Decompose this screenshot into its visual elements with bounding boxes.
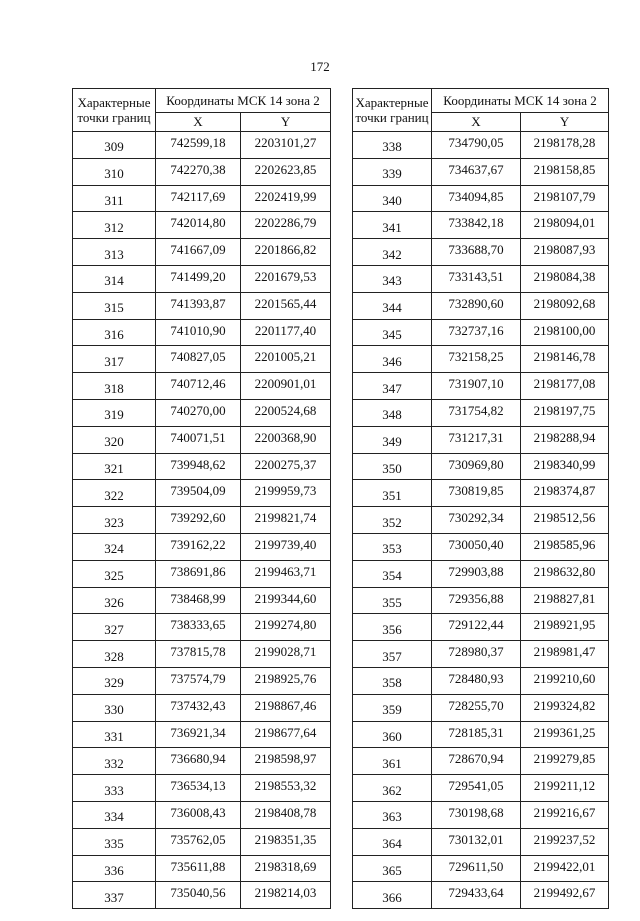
y-cell: 2198374,87 (521, 480, 609, 507)
x-cell: 731754,82 (432, 399, 521, 426)
table-row (353, 453, 609, 480)
point-cell: 334 (73, 801, 156, 828)
point-cell: 353 (353, 533, 432, 560)
y-cell: 2199216,67 (521, 801, 609, 828)
point-cell: 317 (73, 346, 156, 373)
table-row (353, 748, 609, 775)
table-row (353, 721, 609, 748)
x-cell: 736680,94 (156, 748, 241, 775)
point-cell: 326 (73, 587, 156, 614)
x-cell: 729433,64 (432, 882, 521, 909)
y-cell: 2201177,40 (241, 319, 331, 346)
table-row (73, 801, 331, 828)
table-row (73, 239, 331, 266)
x-cell: 740071,51 (156, 426, 241, 453)
header-coords: Координаты МСК 14 зона 2 (156, 89, 331, 113)
point-cell: 350 (353, 453, 432, 480)
point-cell: 323 (73, 507, 156, 534)
x-cell: 736534,13 (156, 775, 241, 802)
table-row (353, 239, 609, 266)
x-cell: 731907,10 (432, 373, 521, 400)
x-cell: 729356,88 (432, 587, 521, 614)
y-cell: 2198598,97 (241, 748, 331, 775)
table-row (353, 667, 609, 694)
x-cell: 736921,34 (156, 721, 241, 748)
x-cell: 732737,16 (432, 319, 521, 346)
table-row (353, 855, 609, 882)
x-cell: 742014,80 (156, 212, 241, 239)
x-cell: 739504,09 (156, 480, 241, 507)
table-row (353, 185, 609, 212)
y-cell: 2198087,93 (521, 239, 609, 266)
y-cell: 2198094,01 (521, 212, 609, 239)
table-row (353, 507, 609, 534)
point-cell: 337 (73, 882, 156, 909)
header-x: X (432, 113, 521, 132)
point-cell: 365 (353, 855, 432, 882)
y-cell: 2198921,95 (521, 614, 609, 641)
x-cell: 734094,85 (432, 185, 521, 212)
table-row (73, 319, 331, 346)
header-y: Y (241, 113, 331, 132)
point-cell: 319 (73, 399, 156, 426)
table-row (353, 212, 609, 239)
point-cell: 325 (73, 560, 156, 587)
y-cell: 2198107,79 (521, 185, 609, 212)
coordinates-table-right (352, 88, 609, 909)
point-cell: 349 (353, 426, 432, 453)
table-row (73, 373, 331, 400)
y-cell: 2202623,85 (241, 158, 331, 185)
point-cell: 336 (73, 855, 156, 882)
header-points (73, 89, 156, 132)
point-cell: 316 (73, 319, 156, 346)
y-cell: 2198981,47 (521, 641, 609, 668)
y-cell: 2199344,60 (241, 587, 331, 614)
point-cell: 311 (73, 185, 156, 212)
x-cell: 730050,40 (432, 533, 521, 560)
point-cell: 348 (353, 399, 432, 426)
y-cell: 2198214,03 (241, 882, 331, 909)
table-row (353, 641, 609, 668)
x-cell: 733842,18 (432, 212, 521, 239)
x-cell: 729611,50 (432, 855, 521, 882)
y-cell: 2200368,90 (241, 426, 331, 453)
table-row (73, 185, 331, 212)
table-row (73, 721, 331, 748)
table-row (353, 426, 609, 453)
y-cell: 2198092,68 (521, 292, 609, 319)
point-cell: 335 (73, 828, 156, 855)
y-cell: 2199324,82 (521, 694, 609, 721)
x-cell: 732890,60 (432, 292, 521, 319)
table-row (73, 775, 331, 802)
y-cell: 2201679,53 (241, 265, 331, 292)
y-cell: 2198197,75 (521, 399, 609, 426)
point-cell: 318 (73, 373, 156, 400)
y-cell: 2199361,25 (521, 721, 609, 748)
y-cell: 2201866,82 (241, 239, 331, 266)
point-cell: 338 (353, 132, 432, 159)
y-cell: 2198867,46 (241, 694, 331, 721)
x-cell: 728185,31 (432, 721, 521, 748)
x-cell: 740270,00 (156, 399, 241, 426)
y-cell: 2202419,99 (241, 185, 331, 212)
y-cell: 2199422,01 (521, 855, 609, 882)
point-cell: 321 (73, 453, 156, 480)
y-cell: 2198553,32 (241, 775, 331, 802)
table-row (353, 775, 609, 802)
table-row (73, 158, 331, 185)
table-row (73, 560, 331, 587)
x-cell: 728980,37 (432, 641, 521, 668)
x-cell: 741667,09 (156, 239, 241, 266)
x-cell: 741499,20 (156, 265, 241, 292)
page-number: 172 (310, 59, 330, 74)
table-row (73, 132, 331, 159)
x-cell: 729122,44 (432, 614, 521, 641)
y-cell: 2198585,96 (521, 533, 609, 560)
point-cell: 312 (73, 212, 156, 239)
x-cell: 736008,43 (156, 801, 241, 828)
x-cell: 738468,99 (156, 587, 241, 614)
table-row (73, 694, 331, 721)
table-row (353, 346, 609, 373)
point-cell: 315 (73, 292, 156, 319)
x-cell: 729903,88 (432, 560, 521, 587)
y-cell: 2198340,99 (521, 453, 609, 480)
point-cell: 313 (73, 239, 156, 266)
table-row (353, 882, 609, 909)
x-cell: 742599,18 (156, 132, 241, 159)
table-row (353, 399, 609, 426)
point-cell: 340 (353, 185, 432, 212)
point-cell: 314 (73, 265, 156, 292)
y-cell: 2199492,67 (521, 882, 609, 909)
y-cell: 2201005,21 (241, 346, 331, 373)
y-cell: 2198100,00 (521, 319, 609, 346)
y-cell: 2200901,01 (241, 373, 331, 400)
table-row (73, 587, 331, 614)
point-cell: 320 (73, 426, 156, 453)
x-cell: 735040,56 (156, 882, 241, 909)
x-cell: 738691,86 (156, 560, 241, 587)
point-cell: 356 (353, 614, 432, 641)
header-points-line2: точки границ (355, 110, 429, 125)
point-cell: 363 (353, 801, 432, 828)
header-points-line2: точки границ (77, 110, 151, 125)
y-cell: 2198351,35 (241, 828, 331, 855)
point-cell: 344 (353, 292, 432, 319)
x-cell: 737574,79 (156, 667, 241, 694)
point-cell: 362 (353, 775, 432, 802)
x-cell: 739948,62 (156, 453, 241, 480)
y-cell: 2199279,85 (521, 748, 609, 775)
point-cell: 358 (353, 667, 432, 694)
coordinates-table-left (72, 88, 331, 909)
y-cell: 2199274,80 (241, 614, 331, 641)
header-points-line1: Характерные (355, 95, 429, 110)
x-cell: 730969,80 (432, 453, 521, 480)
x-cell: 742270,38 (156, 158, 241, 185)
table-row (73, 399, 331, 426)
x-cell: 734637,67 (432, 158, 521, 185)
y-cell: 2198084,38 (521, 265, 609, 292)
point-cell: 345 (353, 319, 432, 346)
point-cell: 359 (353, 694, 432, 721)
point-cell: 339 (353, 158, 432, 185)
point-cell: 366 (353, 882, 432, 909)
y-cell: 2198177,08 (521, 373, 609, 400)
y-cell: 2201565,44 (241, 292, 331, 319)
header-points (353, 89, 432, 132)
point-cell: 329 (73, 667, 156, 694)
point-cell: 346 (353, 346, 432, 373)
x-cell: 741010,90 (156, 319, 241, 346)
y-cell: 2198146,78 (521, 346, 609, 373)
table-row (73, 212, 331, 239)
point-cell: 355 (353, 587, 432, 614)
table-row (73, 748, 331, 775)
x-cell: 730292,34 (432, 507, 521, 534)
x-cell: 728480,93 (432, 667, 521, 694)
y-cell: 2199821,74 (241, 507, 331, 534)
table-row (353, 828, 609, 855)
point-cell: 341 (353, 212, 432, 239)
table-row (73, 882, 331, 909)
x-cell: 730132,01 (432, 828, 521, 855)
y-cell: 2198677,64 (241, 721, 331, 748)
y-cell: 2199028,71 (241, 641, 331, 668)
y-cell: 2199210,60 (521, 667, 609, 694)
table-row (73, 426, 331, 453)
point-cell: 309 (73, 132, 156, 159)
y-cell: 2203101,27 (241, 132, 331, 159)
table-row (353, 319, 609, 346)
point-cell: 331 (73, 721, 156, 748)
table-row (353, 132, 609, 159)
x-cell: 733143,51 (432, 265, 521, 292)
point-cell: 352 (353, 507, 432, 534)
point-cell: 361 (353, 748, 432, 775)
x-cell: 737432,43 (156, 694, 241, 721)
x-cell: 730819,85 (432, 480, 521, 507)
table-row (353, 158, 609, 185)
table-row (353, 265, 609, 292)
header-points-line1: Характерные (77, 95, 151, 110)
y-cell: 2198178,28 (521, 132, 609, 159)
y-cell: 2198288,94 (521, 426, 609, 453)
point-cell: 364 (353, 828, 432, 855)
y-cell: 2199463,71 (241, 560, 331, 587)
table-row (73, 507, 331, 534)
point-cell: 354 (353, 560, 432, 587)
point-cell: 342 (353, 239, 432, 266)
table-row (73, 480, 331, 507)
y-cell: 2198408,78 (241, 801, 331, 828)
y-cell: 2199237,52 (521, 828, 609, 855)
point-cell: 328 (73, 641, 156, 668)
point-cell: 351 (353, 480, 432, 507)
x-cell: 728255,70 (432, 694, 521, 721)
table-row (353, 694, 609, 721)
y-cell: 2200275,37 (241, 453, 331, 480)
y-cell: 2199211,12 (521, 775, 609, 802)
table-row (353, 560, 609, 587)
point-cell: 327 (73, 614, 156, 641)
header-x: X (156, 113, 241, 132)
x-cell: 734790,05 (432, 132, 521, 159)
point-cell: 357 (353, 641, 432, 668)
y-cell: 2199739,40 (241, 533, 331, 560)
point-cell: 324 (73, 533, 156, 560)
x-cell: 741393,87 (156, 292, 241, 319)
table-body-left (73, 132, 331, 909)
x-cell: 739162,22 (156, 533, 241, 560)
y-cell: 2198512,56 (521, 507, 609, 534)
point-cell: 347 (353, 373, 432, 400)
table-row (353, 801, 609, 828)
table-row (353, 533, 609, 560)
point-cell: 330 (73, 694, 156, 721)
x-cell: 731217,31 (432, 426, 521, 453)
table-row (353, 480, 609, 507)
table-row (73, 265, 331, 292)
point-cell: 360 (353, 721, 432, 748)
table-row (73, 828, 331, 855)
x-cell: 730198,68 (432, 801, 521, 828)
table-row (353, 373, 609, 400)
x-cell: 735611,88 (156, 855, 241, 882)
table-row (73, 292, 331, 319)
table-row (73, 667, 331, 694)
header-coords: Координаты МСК 14 зона 2 (432, 89, 609, 113)
point-cell: 310 (73, 158, 156, 185)
x-cell: 728670,94 (432, 748, 521, 775)
table-row (73, 614, 331, 641)
point-cell: 322 (73, 480, 156, 507)
x-cell: 740712,46 (156, 373, 241, 400)
y-cell: 2198318,69 (241, 855, 331, 882)
table-row (73, 533, 331, 560)
point-cell: 333 (73, 775, 156, 802)
y-cell: 2198925,76 (241, 667, 331, 694)
table-body-right (353, 132, 609, 909)
table-row (73, 641, 331, 668)
y-cell: 2198158,85 (521, 158, 609, 185)
point-cell: 343 (353, 265, 432, 292)
table-row (353, 587, 609, 614)
x-cell: 740827,05 (156, 346, 241, 373)
table-row (73, 855, 331, 882)
header-y: Y (521, 113, 609, 132)
table-row (73, 346, 331, 373)
x-cell: 738333,65 (156, 614, 241, 641)
x-cell: 733688,70 (432, 239, 521, 266)
x-cell: 737815,78 (156, 641, 241, 668)
y-cell: 2202286,79 (241, 212, 331, 239)
x-cell: 729541,05 (432, 775, 521, 802)
y-cell: 2198632,80 (521, 560, 609, 587)
point-cell: 332 (73, 748, 156, 775)
y-cell: 2199959,73 (241, 480, 331, 507)
x-cell: 732158,25 (432, 346, 521, 373)
table-row (73, 453, 331, 480)
y-cell: 2200524,68 (241, 399, 331, 426)
x-cell: 735762,05 (156, 828, 241, 855)
y-cell: 2198827,81 (521, 587, 609, 614)
table-row (353, 292, 609, 319)
x-cell: 742117,69 (156, 185, 241, 212)
table-row (353, 614, 609, 641)
x-cell: 739292,60 (156, 507, 241, 534)
